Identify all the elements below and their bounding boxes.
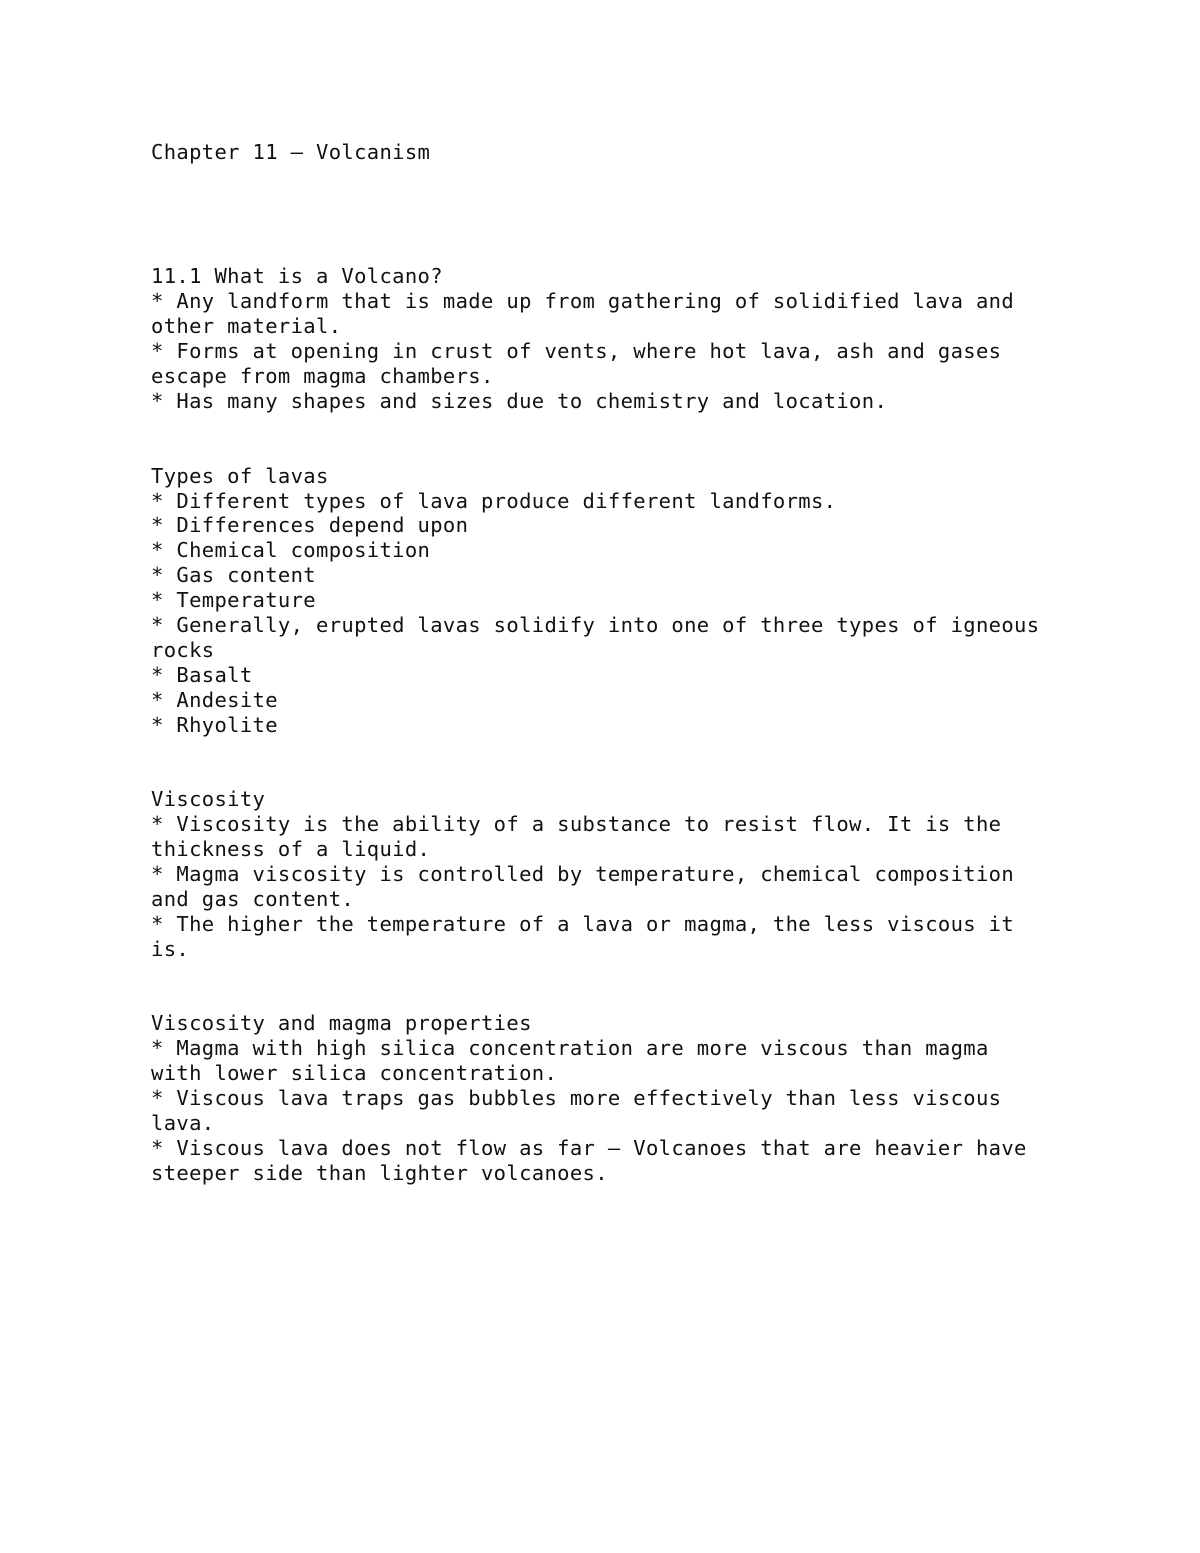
text-line: escape from magma chambers. (151, 364, 494, 389)
text-line: * Has many shapes and sizes due to chemistry and location. (151, 388, 888, 413)
text-line: * Magma viscosity is controlled by temperature, chemical composition (151, 861, 1015, 886)
spacer (151, 414, 1051, 464)
text-line: thickness of a liquid. (151, 837, 431, 861)
spacer (151, 165, 1051, 265)
section-what-is-a-volcano (151, 264, 1051, 413)
text-line: * Andesite (151, 687, 278, 712)
section-heading: Viscosity (151, 787, 266, 812)
text-line: * Viscous lava traps gas bubbles more effectively than less viscous (151, 1085, 1002, 1110)
text-line: * Forms at opening in crust of vents, where hot lava, ash and gases (151, 339, 1002, 364)
section-heading: 11.1 What is a Volcano? (151, 264, 443, 289)
text-line: * Temperature (151, 588, 316, 613)
text-line: * Basalt (151, 662, 253, 687)
section-viscosity-and-magma-properties (151, 1011, 1051, 1185)
text-line: is. (151, 936, 190, 961)
text-line: * Generally, erupted lavas solidify into one of three types of igneous (151, 612, 1040, 637)
text-line: lava. (151, 1110, 215, 1135)
spacer (151, 961, 1051, 1011)
text-line: * Any landform that is made up from gathering of solidified lava and (151, 289, 1015, 314)
text-line: * Gas content (151, 563, 316, 588)
section-viscosity (151, 787, 1051, 961)
text-line: * Viscosity is the ability of a substance to resist flow. It is the (151, 812, 1002, 837)
text-line: * Viscous lava does not flow as far – Volcanoes that are heavier have (151, 1135, 1027, 1160)
document-body (151, 140, 1051, 1185)
section-heading: Types of lavas (151, 463, 329, 488)
text-line: * Chemical composition (151, 538, 431, 563)
text-line: * The higher the temperature of a lava or magma, the less viscous it (151, 911, 1015, 936)
section-types-of-lavas (151, 464, 1051, 738)
text-line: rocks (151, 637, 215, 662)
text-line: with lower silica concentration. (151, 1061, 558, 1086)
document-title: Chapter 11 – Volcanism (151, 140, 431, 164)
text-line: and gas content. (151, 886, 355, 911)
section-heading: Viscosity and magma properties (151, 1011, 532, 1036)
text-line: other material. (151, 314, 342, 339)
text-line: steeper side than lighter volcanoes. (151, 1160, 608, 1185)
text-line: * Differences depend upon (151, 513, 469, 538)
text-line: * Different types of lava produce different landforms. (151, 488, 837, 513)
spacer (151, 737, 1051, 787)
text-line: * Magma with high silica concentration are more viscous than magma (151, 1036, 989, 1061)
text-line: * Rhyolite (151, 712, 278, 737)
